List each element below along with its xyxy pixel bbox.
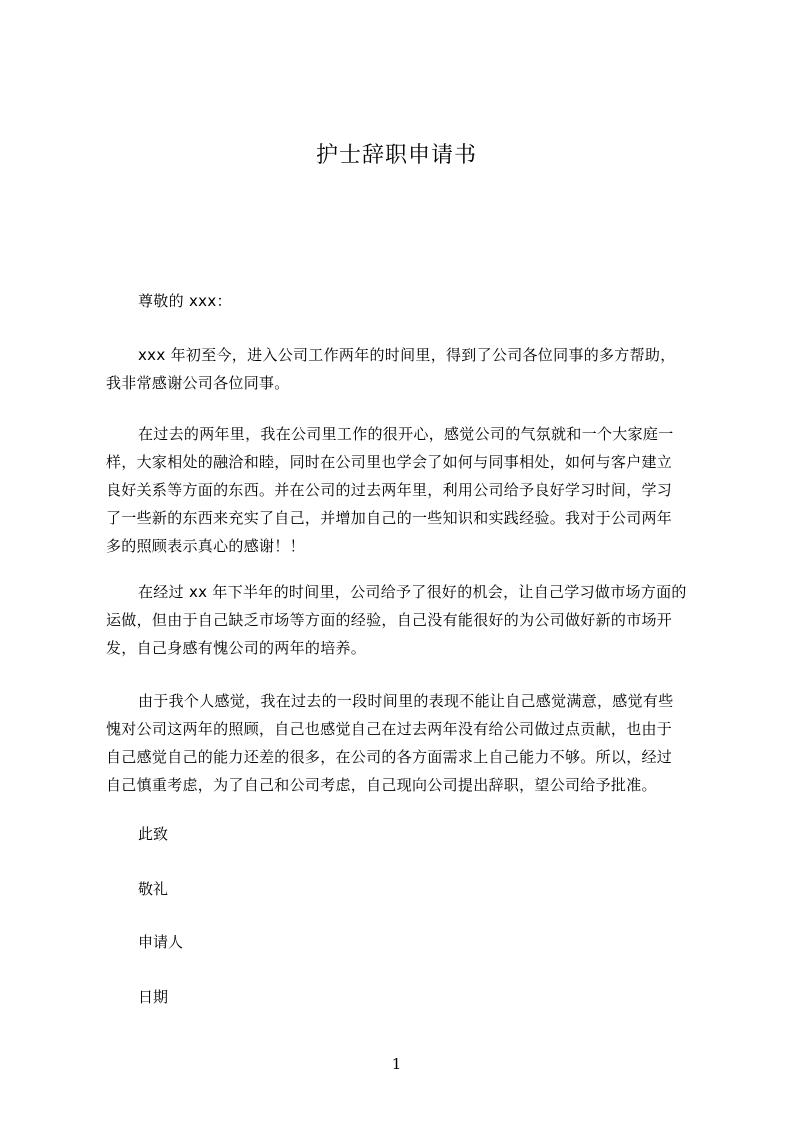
paragraph-4: [106, 687, 716, 799]
paragraph-2: [106, 420, 716, 560]
page-title: 护士辞职申请书: [315, 143, 477, 168]
paragraph-line: 我非常感谢公司各位同事。: [106, 374, 290, 392]
salutation: 尊敬的 xxx：: [138, 292, 232, 310]
paragraph-line: 样，大家相处的融洽和睦，同时在公司里也学会了如何与同事相处，如何与客户建立: [106, 453, 673, 471]
paragraph-line: 在过去的两年里，我在公司里工作的很开心，感觉公司的气氛就和一个大家庭一: [138, 425, 674, 443]
paragraph-line: 在经过 xx 年下半年的时间里，公司给予了很好的机会，让自己学习做市场方面的: [138, 583, 687, 601]
date-label: 日期: [138, 988, 169, 1006]
paragraph-line: 良好关系等方面的东西。并在公司的过去两年里，利用公司给予良好学习时间，学习: [106, 481, 673, 499]
paragraph-line: 了一些新的东西来充实了自己，并增加自己的一些知识和实践经验。我对于公司两年: [106, 509, 673, 527]
paragraph-line: 发，自己身感有愧公司的两年的培养。: [106, 639, 367, 657]
paragraph-line: 愧对公司这两年的照顾，自己也感觉自己在过去两年没有给公司做过点贡献，也由于: [106, 720, 673, 738]
paragraph-line: 多的照顾表示真心的感谢！！: [106, 537, 305, 555]
applicant-label: 申请人: [138, 933, 184, 951]
paragraph-3: [106, 578, 716, 662]
paragraph-line: 由于我个人感觉，我在过去的一段时间里的表现不能让自己感觉满意，感觉有些: [138, 692, 674, 710]
paragraph-line: 自己感觉自己的能力还差的很多，在公司的各方面需求上自己能力不够。所以，经过: [106, 748, 673, 766]
closing-ci-zhi: 此致: [138, 825, 169, 843]
paragraph-line: 自己慎重考虑，为了自己和公司考虑，自己现向公司提出辞职，望公司给予批准。: [106, 776, 657, 794]
paragraph-1: [106, 341, 716, 397]
page-number: 1: [391, 1055, 402, 1073]
paragraph-line: xxx 年初至今，进入公司工作两年的时间里，得到了公司各位同事的多方帮助，: [138, 346, 676, 364]
closing-jing-li: 敬礼: [138, 880, 169, 898]
paragraph-line: 运做，但由于自己缺乏市场等方面的经验，自己没有能很好的为公司做好新的市场开: [106, 611, 673, 629]
